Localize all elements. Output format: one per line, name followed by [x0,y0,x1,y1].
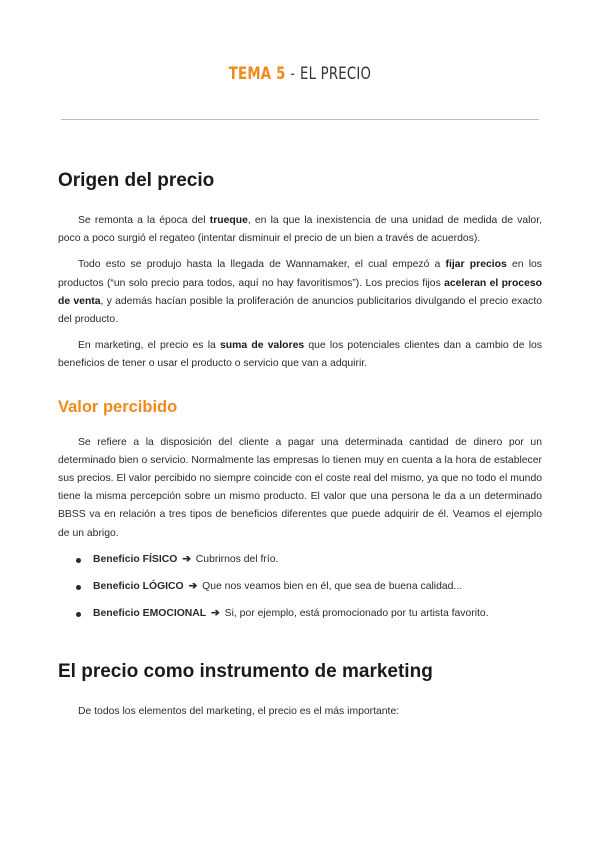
header-divider [61,119,539,120]
arrow-icon: ➔ [182,553,191,565]
page-header [66,64,534,84]
paragraph-instrumento-1: De todos los elementos del marketing, el precio es el más importante: [78,705,400,717]
arrow-icon: ➔ [188,580,198,592]
section-title-instrumento: El precio como instrumento de marketing [58,660,433,682]
text-run: Se remonta a la época del [78,215,210,226]
bold-term: aceleran el proceso de venta [58,277,542,307]
list-item [76,551,542,569]
bullet-icon [76,558,81,563]
arrow-icon: ➔ [211,607,220,619]
document-body [58,168,542,729]
text-run: , y además hacían posible la proliferación de anuncios publicitarios divulgando el precio exacto del producto. [58,295,543,326]
bold-term: trueque [209,215,248,226]
bold-term: fijar precios [445,259,507,271]
benefit-label: Beneficio EMOCIONAL [93,607,207,619]
bullet-icon [76,612,81,617]
section-title-valor: Valor percibido [58,397,178,416]
text-run: que los potenciales clientes dan a cambio de los beneficios de tener o usar el producto o servicio que van a adquirir. [58,340,542,370]
tema-label: TEMA 5 [228,64,286,84]
header-topic: EL PRECIO [299,64,372,84]
benefit-text: Cubrirnos del frío. [195,553,279,565]
header-separator: - [290,64,296,84]
list-item [76,578,542,596]
paragraph-valor-1: Se refiere a la disposición del cliente a pagar una determinada cantidad de dinero por un determinado bien o servicio. Normalmente las empresas lo tienen muy en cuenta a la hora de establecer sus precios. El valor percibido no siempre coincide con el coste real del mismo, ya que no todo el mundo tiene la misma percepción sobre un mismo producto. El valor que una persona le da a un determinado BBSS va en relación a tres tipos de beneficios diferentes que puede adquirir de él. Veamos el ejemplo de un abrigo. [58,436,542,539]
bold-term: suma de valores [220,340,305,352]
list-item [76,605,542,623]
benefit-text: Si, por ejemplo, está promocionado por tu artista favorito. [224,607,489,619]
text-run: , en la que la inexistencia de una unidad de medida de valor, poco a poco surgió el regateo (intentar disminuir el precio de un bien a través de acuerdos). [58,215,542,245]
bullet-icon [76,585,81,590]
benefit-label: Beneficio FÍSICO [93,553,178,565]
text-run: En marketing, el precio es la [78,340,221,352]
text-run: Todo esto se produjo hasta la llegada de Wannamaker, el cual empezó a [78,259,446,271]
paragraph-origen-2 [58,256,542,329]
benefit-label: Beneficio LÓGICO [93,580,184,592]
section-title-origen: Origen del precio [58,170,215,191]
paragraph-origen-3 [58,337,542,373]
paragraph-origen-1 [58,212,542,248]
benefit-text: Que nos veamos bien en él, que sea de buena calidad... [202,580,463,592]
text-run: en los productos (“un solo precio para todos, aquí no hay favoritismos”). Los precios fijos [58,259,542,289]
benefits-list [58,551,542,623]
